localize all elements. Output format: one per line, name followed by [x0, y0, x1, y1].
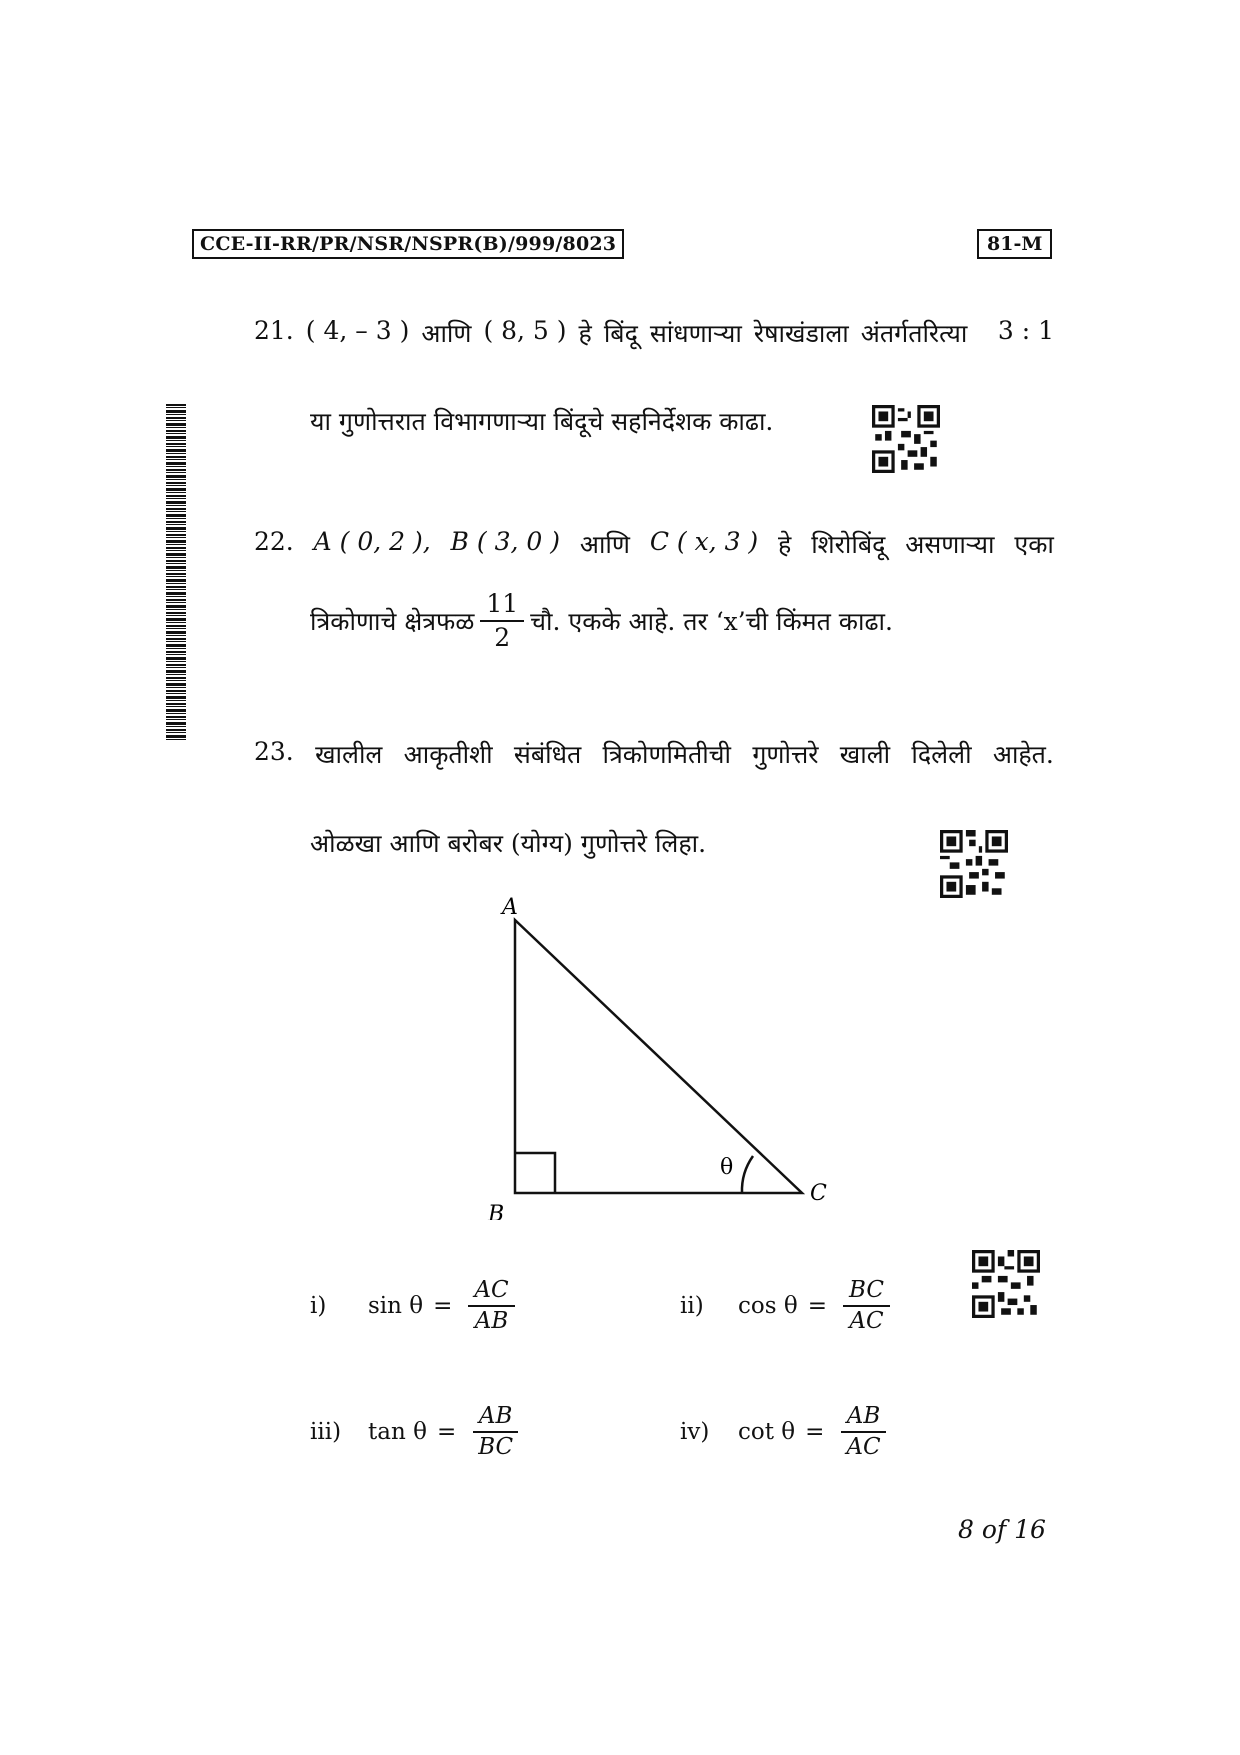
- question-22-line2: त्रिकोणाचे क्षेत्रफळ $\frac{11}{2}$ चौ. एकके आहे. तर ‘x’ची किंमत काढा.: [310, 589, 893, 652]
- qr-code-icon: [940, 830, 1008, 898]
- question-23-line1: 23. खालील आकृतीशी संबंधित त्रिकोणमितीची गुणोत्तरे खाली दिलेली आहेत.: [254, 737, 1054, 769]
- option-iii: iii) tan θ = $\frac{AB}{BC}$: [310, 1404, 525, 1461]
- option-ii: ii) cos θ = $\frac{BC}{AC}$: [680, 1278, 896, 1335]
- vertex-label-c: C: [810, 1181, 827, 1206]
- ratio: 3 : 1: [997, 316, 1054, 345]
- page-number: 8 of 16: [958, 1515, 1046, 1544]
- question-21-line1: 21. ( 4, – 3 ) आणि ( 8, 5 ) हे बिंदू सांधणाऱ्या रेषाखंडाला अंतर्गतरित्या 3 : 1: [254, 316, 1054, 348]
- booklet-code: CCE-II-RR/PR/NSR/NSPR(B)/999/8023: [192, 229, 624, 259]
- question-22-number: 22.: [254, 527, 294, 556]
- right-triangle-figure: [480, 890, 850, 1220]
- paper-code: 81-M: [977, 229, 1052, 259]
- question-21-number: 21.: [254, 316, 294, 345]
- area-fraction: $\frac{11}{2}$: [480, 590, 524, 651]
- qr-code-icon: [972, 1250, 1040, 1318]
- theta-label: θ: [720, 1155, 734, 1180]
- right-angle-mark: [515, 1153, 555, 1193]
- triangle-abc: [515, 920, 802, 1193]
- option-i: i) sin θ = $\frac{AC}{AB}$: [310, 1278, 521, 1335]
- barcode-strip: [166, 404, 186, 740]
- question-23-line2: ओळखा आणि बरोबर (योग्य) गुणोत्तरे लिहा.: [310, 829, 707, 858]
- qr-code-icon: [872, 405, 940, 473]
- vertex-label-a: A: [502, 895, 518, 920]
- option-iv: iv) cot θ = $\frac{AB}{AC}$: [680, 1404, 893, 1461]
- question-22-line1: 22. A ( 0, 2 ), B ( 3, 0 ) आणि C ( x, 3 ) हे शिरोबिंदू असणाऱ्या एका: [254, 527, 1054, 559]
- question-23-number: 23.: [254, 737, 294, 766]
- vertex-label-b: B: [488, 1202, 505, 1220]
- question-21-line2: या गुणोत्तरात विभागणाऱ्या बिंदूचे सहनिर्देशक काढा.: [310, 407, 774, 436]
- angle-arc: [742, 1156, 753, 1193]
